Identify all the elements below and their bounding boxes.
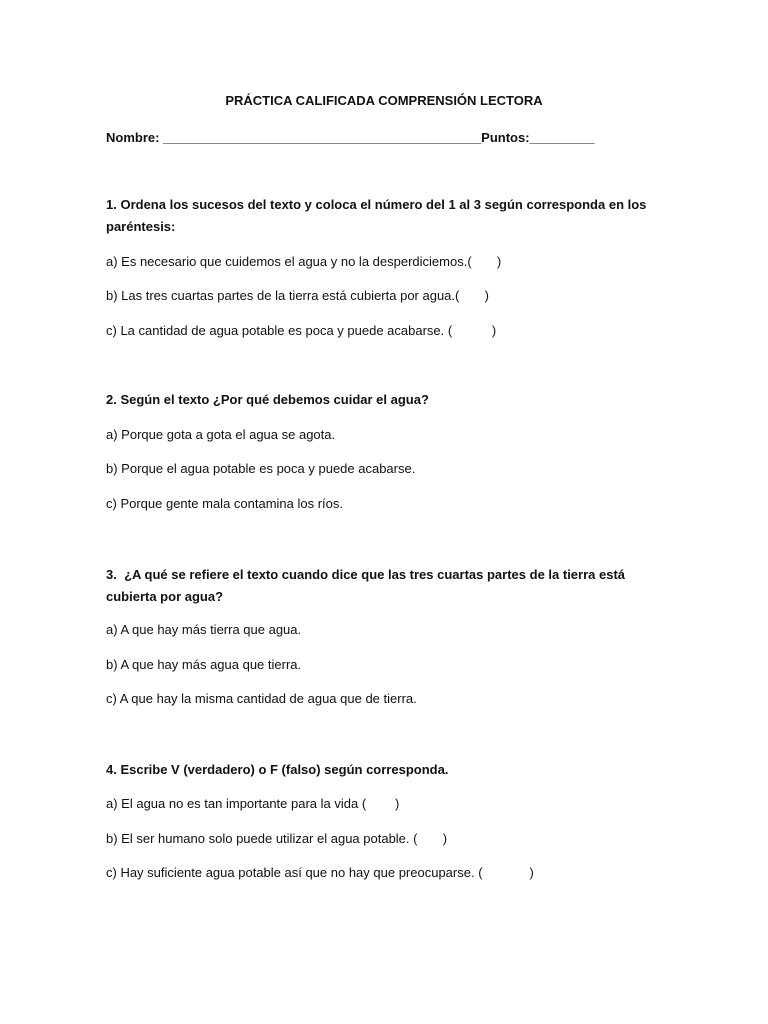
question-2-option-c: c) Porque gente mala contamina los ríos. — [106, 496, 344, 511]
question-3-option-b: b) A que hay más agua que tierra. — [106, 657, 302, 672]
question-2-option-a: a) Porque gota a gota el agua se agota. — [106, 427, 336, 442]
question-4-option-b: b) El ser humano solo puede utilizar el agua potable. ( ) — [106, 831, 448, 846]
question-4-text: 4. Escribe V (verdadero) o F (falso) según corresponda. — [106, 762, 449, 777]
question-3-option-c: c) A que hay la misma cantidad de agua que de tierra. — [106, 691, 417, 706]
question-1-option-a: a) Es necesario que cuidemos el agua y no la desperdiciemos.( ) — [106, 254, 502, 269]
question-1-text-line-1: 1. Ordena los sucesos del texto y coloca el número del 1 al 3 según corresponda en los — [106, 197, 647, 212]
question-4-option-c: c) Hay suficiente agua potable así que no hay que preocuparse. ( ) — [106, 865, 534, 880]
question-3-option-a: a) A que hay más tierra que agua. — [106, 622, 302, 637]
question-1-option-b: b) Las tres cuartas partes de la tierra está cubierta por agua.( ) — [106, 288, 489, 303]
question-1-text-line-2: paréntesis: — [106, 219, 176, 234]
question-2-option-b: b) Porque el agua potable es poca y puede acabarse. — [106, 461, 416, 476]
page-title: PRÁCTICA CALIFICADA COMPRENSIÓN LECTORA — [225, 93, 543, 108]
question-3-text-line-1: 3. ¿A qué se refiere el texto cuando dice que las tres cuartas partes de la tierra está — [106, 567, 626, 582]
question-1-option-c: c) La cantidad de agua potable es poca y puede acabarse. ( ) — [106, 323, 497, 338]
question-3-text-line-2: cubierta por agua? — [106, 589, 224, 604]
question-4-option-a: a) El agua no es tan importante para la vida ( ) — [106, 796, 400, 811]
question-2-text: 2. Según el texto ¿Por qué debemos cuidar el agua? — [106, 392, 429, 407]
name-points-line: Nombre: ____________________________________________Puntos:_________ — [106, 130, 595, 145]
